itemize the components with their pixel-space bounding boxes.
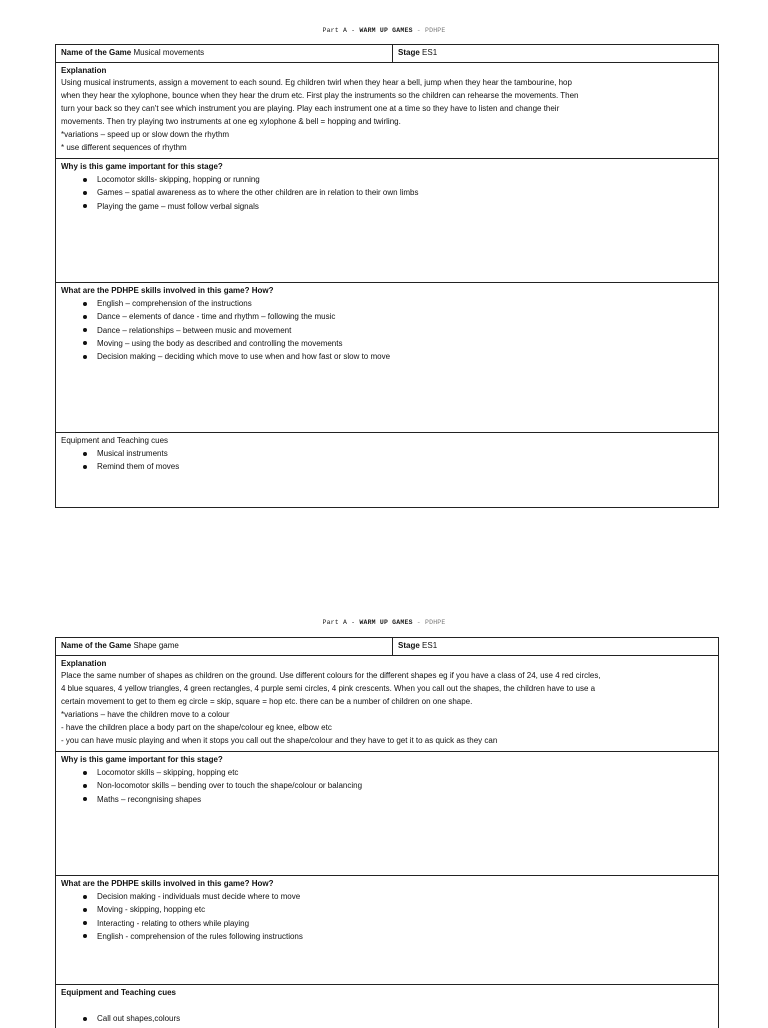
why-section: [56, 158, 718, 282]
why-list: [61, 173, 713, 213]
skills-heading: What are the PDHPE skills involved in this game? How?: [61, 879, 274, 888]
game-sheet: [55, 44, 719, 508]
list-item: Dance – elements of dance - time and rhythm – following the music: [97, 310, 713, 323]
header-section: WARM UP GAMES: [359, 27, 413, 34]
explanation-line: certain movement to get to them eg circle = skip, square = hop etc. there can be a number of children on one shape.: [61, 697, 473, 706]
skills-section: [56, 875, 718, 984]
game-name-cell: [56, 638, 393, 655]
explanation-line: Place the same number of shapes as children on the ground. Use different colours for the different shapes eg if you have a class of 24, use 4 red circles,: [61, 671, 601, 680]
title-row: [56, 638, 718, 655]
list-item: Moving - skipping, hopping etc: [97, 903, 713, 916]
why-section: [56, 751, 718, 875]
explanation-line: *variations – speed up or slow down the rhythm: [61, 130, 230, 139]
explanation-section: [56, 655, 718, 751]
skills-list: [61, 297, 713, 363]
header-sep: -: [412, 27, 425, 34]
stage-cell: [393, 638, 442, 655]
page-header: [0, 619, 768, 626]
header-subject: PDHPE: [425, 619, 446, 626]
explanation-line: turn your back so they can't see which instrument you are playing. Play each instrument one at a time so they have to listen and change their: [61, 104, 560, 113]
list-item: Games – spatial awareness as to where the other children are in relation to their own limbs: [97, 186, 713, 199]
explanation-section: [56, 62, 718, 158]
page-header: [0, 27, 768, 34]
header-section: WARM UP GAMES: [359, 619, 413, 626]
list-item: English - comprehension of the rules following instructions: [97, 930, 713, 943]
explanation-line: Using musical instruments, assign a movement to each sound. Eg children twirl when they hear a bell, jump when they hear the tambourine, hop: [61, 78, 572, 87]
explanation-line: * use different sequences of rhythm: [61, 143, 187, 152]
equipment-list: [61, 447, 713, 474]
explanation-line: - you can have music playing and when it stops you call out the shape/colour and they have to get it to as quick as they can: [61, 736, 498, 745]
list-item: Dance – relationships – between music and movement: [97, 324, 713, 337]
list-item: Musical instruments: [97, 447, 713, 460]
explanation-line: - have the children place a body part on the shape/colour eg knee, elbow etc: [61, 723, 332, 732]
explanation-line: movements. Then try playing two instruments at one eg xylophone & bell = hopping and twirling.: [61, 117, 401, 126]
header-part: Part A -: [322, 27, 360, 34]
list-item: English – comprehension of the instructions: [97, 297, 713, 310]
game-name: Shape game: [133, 641, 179, 650]
explanation-heading: Explanation: [61, 659, 107, 668]
game-name-cell: [56, 45, 393, 62]
why-list: [61, 766, 713, 806]
game-name-label: Name of the Game: [61, 641, 132, 650]
equipment-section: [56, 432, 718, 507]
list-item: Maths – recongnising shapes: [97, 793, 713, 806]
why-heading: Why is this game important for this stage?: [61, 162, 223, 171]
list-item: Call out shapes,colours: [97, 1012, 713, 1025]
header-part: Part A -: [322, 619, 360, 626]
why-heading: Why is this game important for this stage?: [61, 755, 223, 764]
header-sep: -: [412, 619, 425, 626]
header-subject: PDHPE: [425, 27, 446, 34]
list-item: Decision making - individuals must decide where to move: [97, 890, 713, 903]
list-item: Locomotor skills- skipping, hopping or running: [97, 173, 713, 186]
title-row: [56, 45, 718, 62]
stage-cell: [393, 45, 442, 62]
stage-label: Stage: [398, 641, 420, 650]
skills-list: [61, 890, 713, 943]
explanation-line: *variations – have the children move to a colour: [61, 710, 230, 719]
explanation-heading: Explanation: [61, 66, 107, 75]
list-item: Locomotor skills – skipping, hopping etc: [97, 766, 713, 779]
skills-section: [56, 282, 718, 432]
explanation-line: 4 blue squares, 4 yellow triangles, 4 green rectangles, 4 purple semi circles, 4 pink crescents. When you call out the shapes, the children have to use a: [61, 684, 596, 693]
equipment-heading: Equipment and Teaching cues: [61, 988, 176, 997]
list-item: Non-locomotor skills – bending over to touch the shape/colour or balancing: [97, 779, 713, 792]
list-item: Playing the game – must follow verbal signals: [97, 200, 713, 213]
list-item: Interacting - relating to others while playing: [97, 917, 713, 930]
equipment-section: [56, 984, 718, 1028]
skills-heading: What are the PDHPE skills involved in this game? How?: [61, 286, 274, 295]
equipment-heading: Equipment and Teaching cues: [61, 436, 169, 445]
list-item: Remind them of moves: [97, 460, 713, 473]
list-item: Decision making – deciding which move to use when and how fast or slow to move: [97, 350, 713, 363]
stage-label: Stage: [398, 48, 420, 57]
stage-value: ES1: [422, 641, 438, 650]
list-item: Moving – using the body as described and controlling the movements: [97, 337, 713, 350]
stage-value: ES1: [422, 48, 438, 57]
game-name: Musical movements: [133, 48, 205, 57]
explanation-line: when they hear the xylophone, bounce when they hear the drum etc. First play the instruments so the children can rehearse the movements. Then: [61, 91, 579, 100]
game-name-label: Name of the Game: [61, 48, 132, 57]
equipment-list: [61, 1012, 713, 1025]
game-sheet: [55, 637, 719, 1028]
